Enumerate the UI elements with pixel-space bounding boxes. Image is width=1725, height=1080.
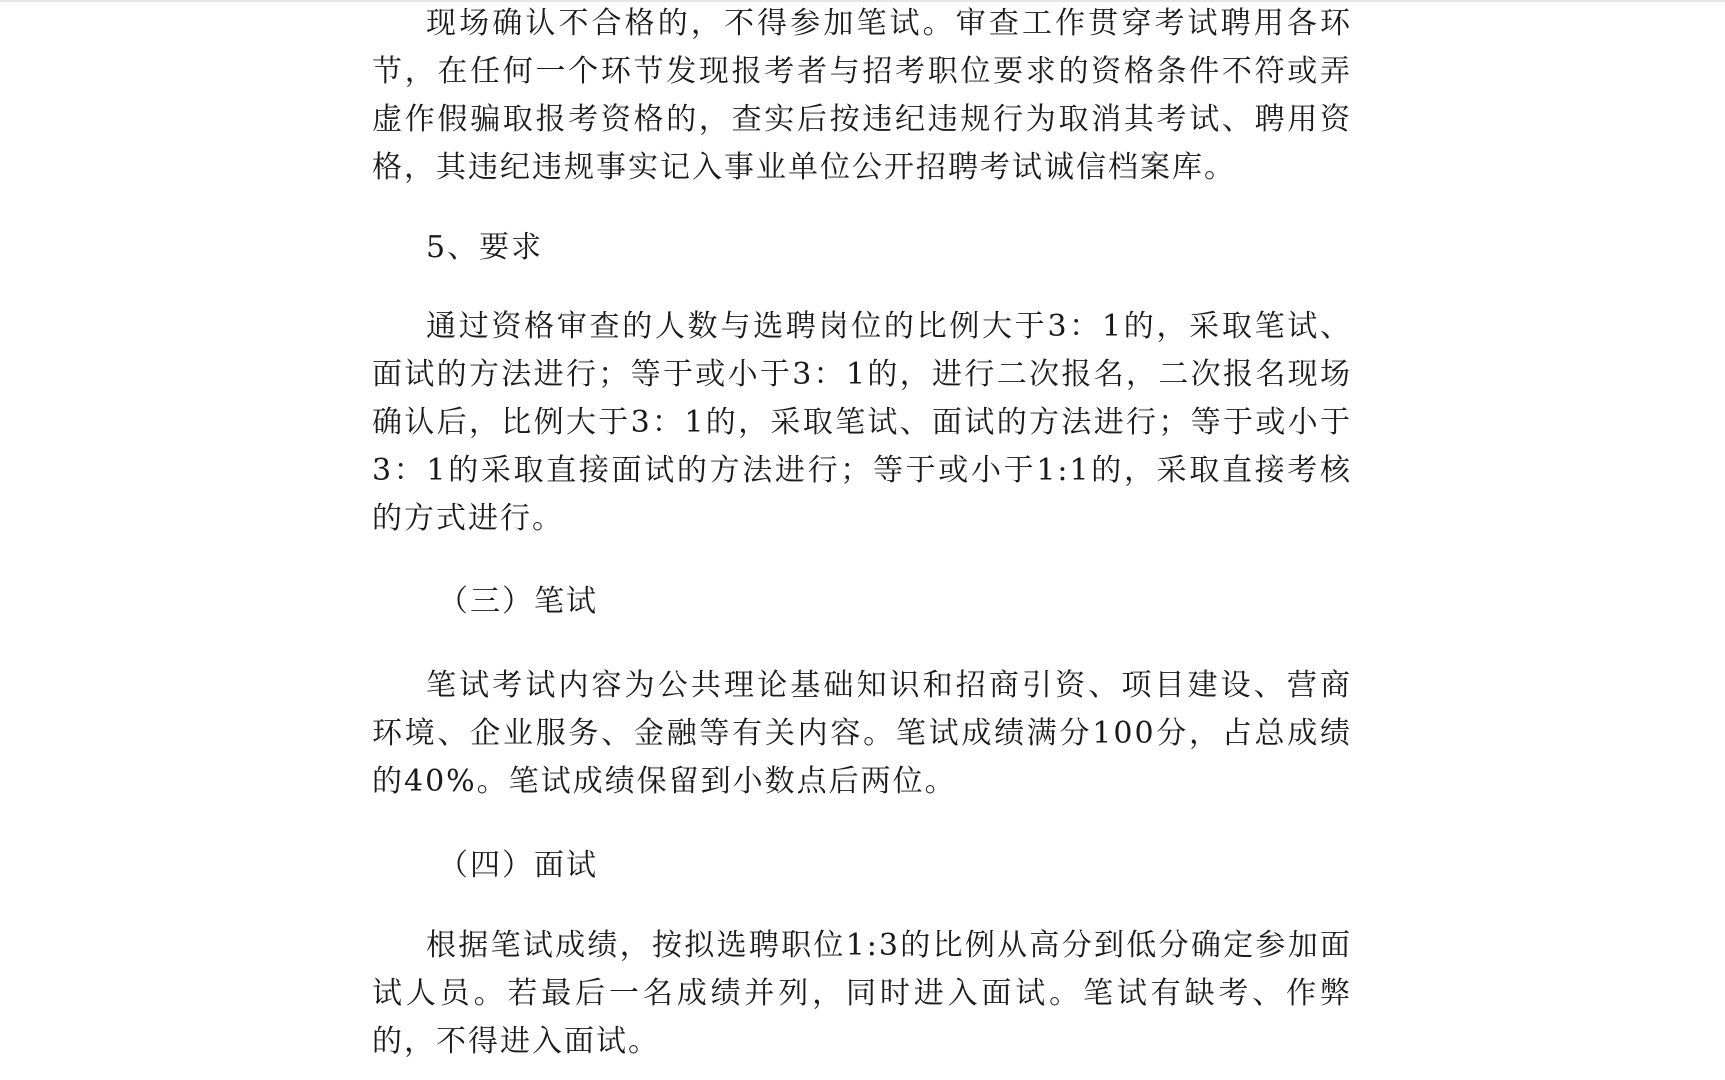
paragraph-interview: 根据笔试成绩，按拟选聘职位1:3的比例从高分到低分确定参加面试人员。若最后一名成绩并列，同时进入面试。笔试有缺考、作弊的，不得进入面试。 xyxy=(372,928,1352,1059)
paragraph-requirements-ratio: 通过资格审查的人数与选聘岗位的比例大于3：1的，采取笔试、面试的方法进行；等于或小于3：1的，进行二次报名，二次报名现场确认后，比例大于3：1的，采取笔试、面试的方法进行；等于或小于3：1的采取直接面试的方法进行；等于或小于1:1的，采取直接考核的方式进行。 xyxy=(372,309,1352,536)
paragraph-written-exam: 笔试考试内容为公共理论基础知识和招商引资、项目建设、营商环境、企业服务、金融等有关内容。笔试成绩满分100分，占总成绩的40%。笔试成绩保留到小数点后两位。 xyxy=(372,668,1352,799)
section-heading-requirements: 5、要求 xyxy=(426,230,544,265)
section-heading-interview: （四）面试 xyxy=(438,848,598,883)
paragraph-qualification-review: 现场确认不合格的，不得参加笔试。审查工作贯穿考试聘用各环节，在任何一个环节发现报考者与招考职位要求的资格条件不符或弄虚作假骗取报考资格的，查实后按违纪违规行为取消其考试、聘用资格，其违纪违规事实记入事业单位公开招聘考试诚信档案库。 xyxy=(372,6,1352,185)
section-heading-written-exam: （三）笔试 xyxy=(438,584,598,619)
